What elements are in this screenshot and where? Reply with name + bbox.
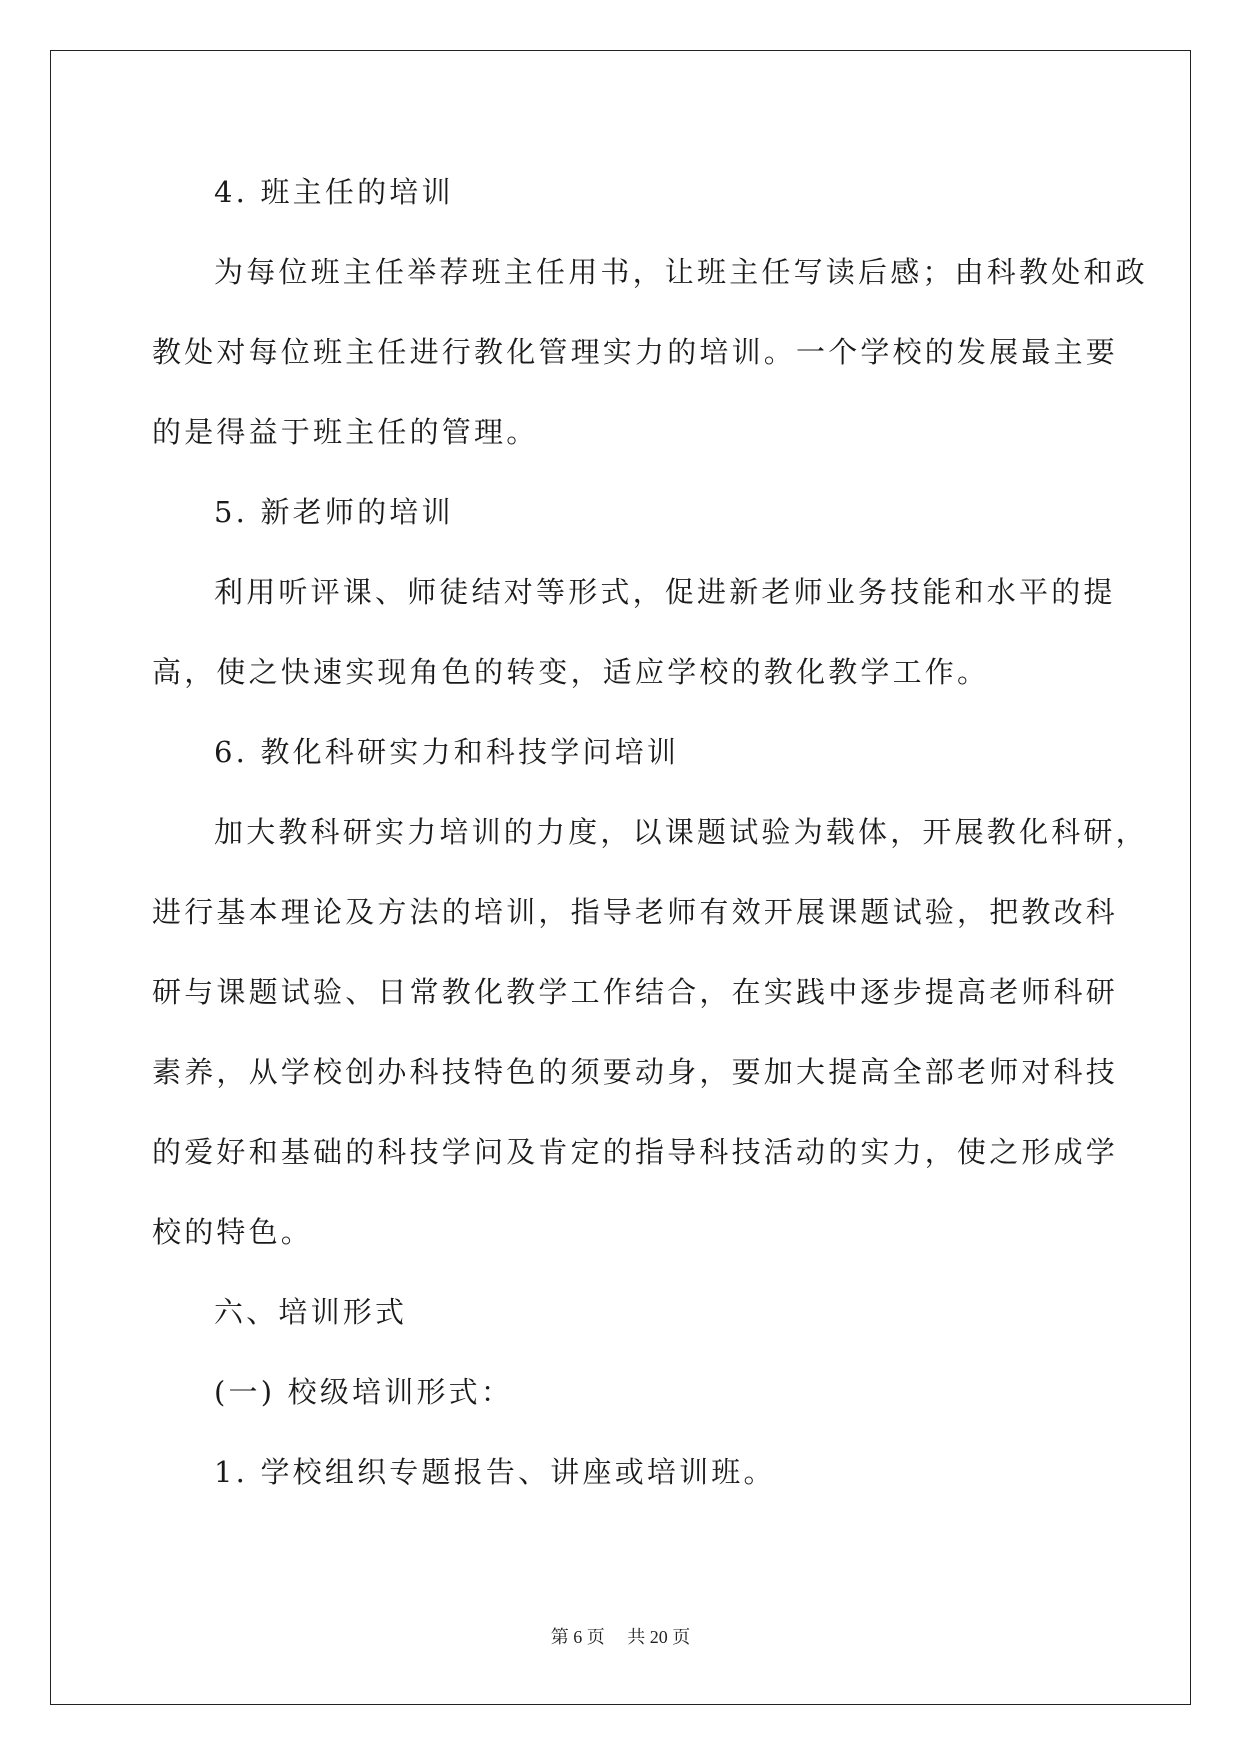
body-paragraph (152, 562, 1116, 722)
text-line: (一) 校级培训形式： (214, 1375, 514, 1409)
section-heading (152, 162, 1092, 242)
document-body (152, 162, 1148, 1522)
text-line: 1. 学校组织专题报告、讲座或培训班。 (214, 1455, 776, 1489)
text-line: 的爱好和基础的科技学问及肯定的指导科技活动的实力，使之形成学 (152, 1135, 1119, 1169)
text-line: 利用听评课、师徒结对等形式，促进新老师业务技能和水平的提 (214, 575, 1116, 609)
page-total: 共 20 页 (627, 1627, 691, 1647)
section-heading (152, 1282, 1092, 1362)
page-footer (0, 1623, 1241, 1649)
text-line: 6. 教化科研实力和科技学问培训 (214, 735, 680, 769)
text-line: 4. 班主任的培训 (214, 175, 454, 209)
text-line: 教处对每位班主任进行教化管理实力的培训。一个学校的发展最主要 (152, 335, 1119, 369)
section-heading (152, 1442, 1092, 1522)
body-paragraph (152, 802, 1148, 1282)
section-heading (152, 722, 1092, 802)
page-number: 第 6 页 (550, 1627, 605, 1647)
section-heading (152, 1362, 1092, 1442)
text-line: 加大教科研实力培训的力度，以课题试验为载体，开展教化科研， (214, 815, 1148, 849)
text-line: 高，使之快速实现角色的转变，适应学校的教化教学工作。 (152, 655, 990, 689)
text-line: 校的特色。 (152, 1215, 314, 1249)
text-line: 进行基本理论及方法的培训，指导老师有效开展课题试验，把教改科 (152, 895, 1119, 929)
text-line: 素养，从学校创办科技特色的须要动身，要加大提高全部老师对科技 (152, 1055, 1119, 1089)
section-heading (152, 482, 1092, 562)
text-line: 研与课题试验、日常教化教学工作结合，在实践中逐步提高老师科研 (152, 975, 1119, 1009)
body-paragraph (152, 242, 1148, 482)
text-line: 5. 新老师的培训 (214, 495, 454, 529)
text-line: 的是得益于班主任的管理。 (152, 415, 539, 449)
text-line: 六、培训形式 (214, 1295, 408, 1329)
text-line: 为每位班主任举荐班主任用书，让班主任写读后感；由科教处和政 (214, 255, 1148, 289)
